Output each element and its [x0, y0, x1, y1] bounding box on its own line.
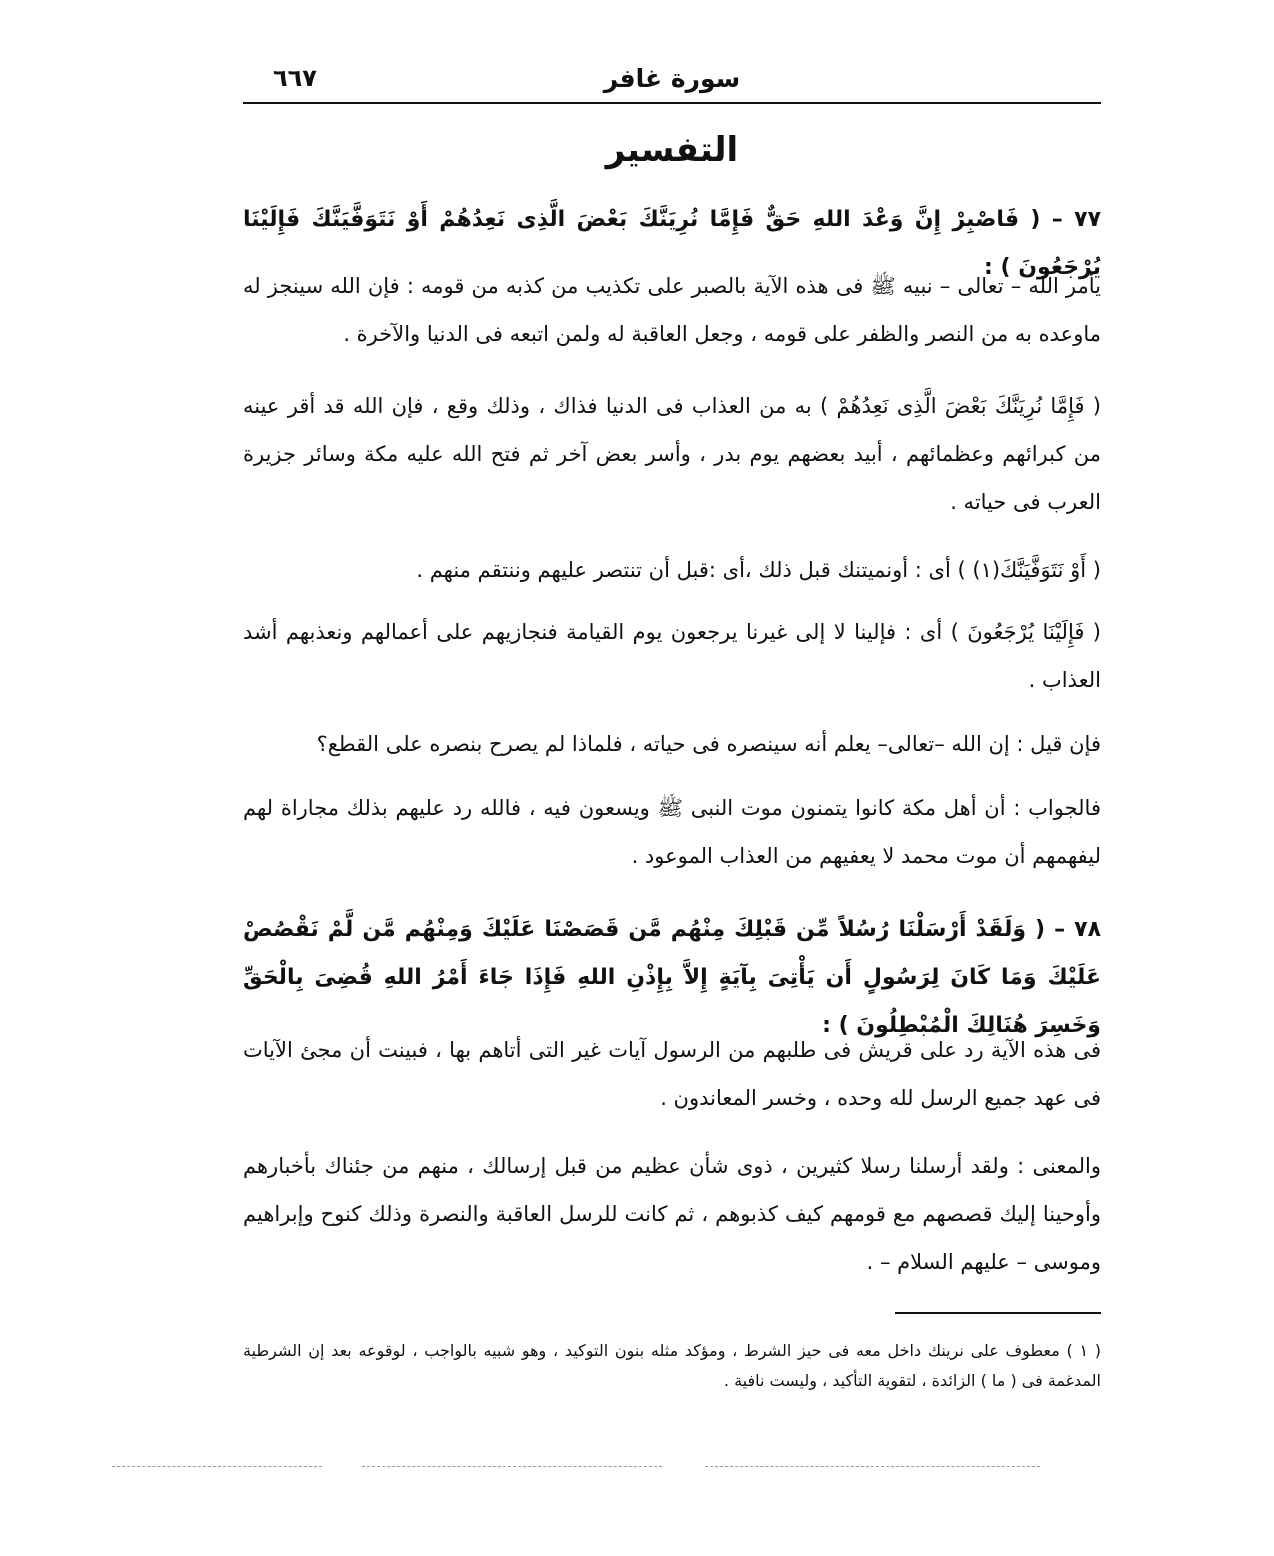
verse-77: ٧٧ – ( فَاصْبِرْ إِنَّ وَعْدَ اللهِ حَقٌّ فَإِمَّا نُرِيَنَّكَ بَعْضَ الَّذِى نَعِدُهُمْ أَوْ نَتَوَفَّيَنَّكَ فَإِلَيْنَا يُرْجَعُونَ ) :: [243, 207, 1101, 280]
surah-title: سورة غافر: [603, 64, 741, 93]
footnote-divider: [895, 1312, 1101, 1314]
scan-artifact-line: [705, 1466, 1040, 1467]
commentary-paragraph: ( فَإِلَيْنَا يُرْجَعُونَ ) أى : فإلينا لا إلى غيرنا يرجعون يوم القيامة فنجازيهم على أعمالهم ونعذبهم أشد العذاب .: [243, 620, 1101, 692]
scan-artifact-line: [362, 1466, 662, 1467]
page-number: ٦٦٧: [273, 64, 317, 92]
answer-paragraph: فالجواب : أن أهل مكة كانوا يتمنون موت النبى ﷺ ويسعون فيه ، فالله رد عليهم بذلك مجاراة لهم ليفهمهم أن موت محمد لا يعفيهم من العذاب الموعود .: [243, 796, 1101, 868]
verse-78: ٧٨ – ( وَلَقَدْ أَرْسَلْنَا رُسُلاً مِّن قَبْلِكَ مِنْهُم مَّن قَصَصْنَا عَلَيْكَ وَمِنْهُم مَّن لَّمْ نَقْصُصْ عَلَيْكَ وَمَا كَانَ لِرَسُولٍ أَن يَأْتِىَ بِآيَةٍ إِلاَّ بِإِذْنِ اللهِ فَإِذَا جَاءَ أَمْرُ اللهِ قُضِىَ بِالْحَقِّ وَخَسِرَ هُنَالِكَ الْمُبْطِلُونَ ) :: [243, 917, 1101, 1038]
commentary-paragraph: يأمر الله – تعالى – نبيه ﷺ فى هذه الآية بالصبر على تكذيب من كذبه من قومه : فإن الله سينجز له ماوعده به من النصر والظفر على قومه ، وجعل العاقبة له ولمن اتبعه فى الدنيا والآخرة .: [243, 274, 1101, 346]
question-paragraph: فإن قيل : إن الله –تعالى– يعلم أنه سينصره فى حياته ، فلماذا لم يصرح بنصره على القطع؟: [316, 732, 1101, 756]
footnote: ( ١ ) معطوف على نرينك داخل معه فى حيز الشرط ، ومؤكد مثله بنون التوكيد ، وهو شبيه بالواجب ، لوقوعه بعد إن الشرطية المدغمة فى ( ما ) الزائدة ، لتقوية التأكيد ، وليست نافية .: [243, 1341, 1102, 1390]
commentary-paragraph: والمعنى : ولقد أرسلنا رسلا كثيرين ، ذوى شأن عظيم من قبل إرسالك ، منهم من جئناك بأخبارهم وأوحينا إليك قصصهم مع قومهم كيف كذبوهم ، ثم كانت للرسل العاقبة والنصرة وذلك كنوح وإبراهيم وموسى – عليهم السلام – .: [243, 1154, 1101, 1274]
commentary-paragraph: فى هذه الآية رد على قريش فى طلبهم من الرسول آيات غير التى أتاهم بها ، فبينت أن مجئ الآيات فى عهد جميع الرسل لله وحده ، وخسر المعاندون .: [243, 1038, 1101, 1110]
commentary-paragraph: ( أَوْ نَتَوَفَّيَنَّكَ(١) ) أى : أونميتنك قبل ذلك ،أى :قبل أن تنتصر عليهم وننتقم منهم .: [416, 558, 1101, 582]
page-header: [243, 62, 1101, 104]
section-title: التفسير: [605, 130, 739, 170]
scan-artifact-line: [112, 1466, 322, 1467]
commentary-paragraph: ( فَإِمَّا نُرِيَنَّكَ بَعْضَ الَّذِى نَعِدُهُمْ ) به من العذاب فى الدنيا فذاك ، وذلك وقع ، فإن الله قد أقر عينه من كبرائهم وعظمائهم ، أبيد بعضهم يوم بدر ، وأسر بعض آخر ثم فتح الله عليه مكة وسائر جزيرة العرب فى حياته .: [243, 394, 1101, 514]
